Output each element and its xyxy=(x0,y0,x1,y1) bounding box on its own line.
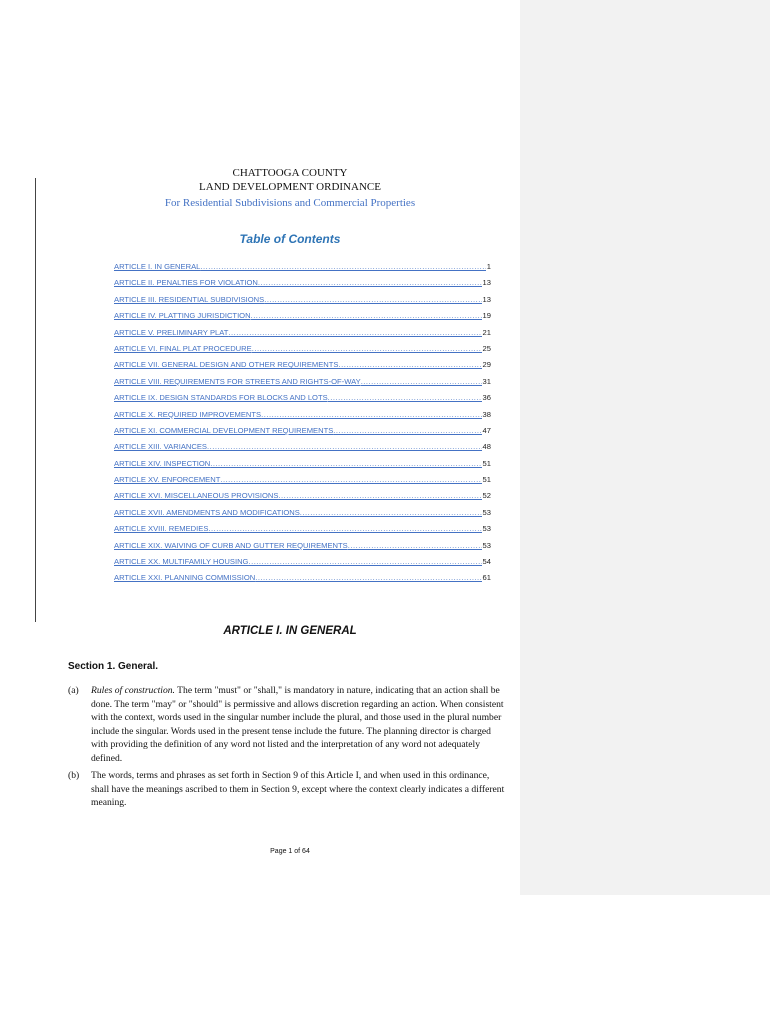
toc-entry[interactable] xyxy=(114,442,491,458)
toc-entry-label[interactable]: ARTICLE II. PENALTIES FOR VIOLATION xyxy=(114,278,258,288)
toc-entry-label[interactable]: ARTICLE XIII. VARIANCES xyxy=(114,442,207,452)
toc-leader-dots xyxy=(348,541,482,550)
toc-leader-dots xyxy=(300,508,482,517)
table-of-contents xyxy=(114,262,491,590)
toc-entry-label[interactable]: ARTICLE XVI. MISCELLANEOUS PROVISIONS xyxy=(114,491,279,501)
toc-entry-label[interactable]: ARTICLE XXI. PLANNING COMMISSION xyxy=(114,573,256,583)
toc-entry-page: 47 xyxy=(482,425,491,435)
toc-entry-page: 53 xyxy=(482,507,491,517)
toc-leader-dots xyxy=(278,491,481,500)
toc-entry-page: 25 xyxy=(482,343,491,353)
toc-entry-label[interactable]: ARTICLE XI. COMMERCIAL DEVELOPMENT REQUIREMENTS xyxy=(114,425,334,435)
toc-leader-dots xyxy=(207,442,482,451)
toc-entry-page: 53 xyxy=(482,540,491,550)
toc-entry-page: 19 xyxy=(482,311,491,321)
toc-entry[interactable] xyxy=(114,278,491,294)
toc-entry-label[interactable]: ARTICLE IX. DESIGN STANDARDS FOR BLOCKS AND LOTS xyxy=(114,393,328,403)
toc-entry-label[interactable]: ARTICLE V. PRELIMINARY PLAT xyxy=(114,327,229,337)
toc-leader-dots xyxy=(210,459,481,468)
toc-entry-label[interactable]: ARTICLE XIX. WAIVING OF CURB AND GUTTER REQUIREMENTS xyxy=(114,540,348,550)
toc-entry-label[interactable]: ARTICLE XX. MULTIFAMILY HOUSING xyxy=(114,557,249,567)
toc-entry-label[interactable]: ARTICLE IV. PLATTING JURISDICTION xyxy=(114,311,251,321)
toc-entry[interactable] xyxy=(114,573,491,589)
toc-entry[interactable] xyxy=(114,410,491,426)
toc-entry-page: 52 xyxy=(482,491,491,501)
toc-leader-dots xyxy=(252,344,482,353)
paragraph-text: The term "must" or "shall," is mandatory in nature, indicating that an action shall be done. The term "may" or "should" is permissive and allows discretion regarding an action. When consistent with the context, words used in the singular number include the plural, and those used in the plural number include the singular. Words used in the present tense include the future. The planning director is charged with providing the definition of any word not listed and the interpretation of any word not adequately defined. xyxy=(91,685,504,764)
toc-entry-label[interactable]: ARTICLE XVIII. REMEDIES xyxy=(114,524,209,534)
toc-leader-dots xyxy=(200,262,485,271)
toc-leader-dots xyxy=(361,377,482,386)
toc-entry[interactable] xyxy=(114,393,491,409)
toc-entry-page: 54 xyxy=(482,557,491,567)
toc-entry-page: 31 xyxy=(482,376,491,386)
toc-entry-label[interactable]: ARTICLE XVII. AMENDMENTS AND MODIFICATIONS xyxy=(114,507,300,517)
toc-entry[interactable] xyxy=(114,360,491,376)
page-number: Page 1 of 64 xyxy=(270,848,310,855)
toc-entry-page: 1 xyxy=(486,262,491,271)
toc-entry-page: 53 xyxy=(482,524,491,534)
toc-entry[interactable] xyxy=(114,344,491,360)
toc-leader-dots xyxy=(208,524,481,533)
toc-entry[interactable] xyxy=(114,311,491,327)
paragraph-marker: (b) xyxy=(68,770,80,781)
toc-entry[interactable] xyxy=(114,328,491,344)
toc-entry-page: 48 xyxy=(482,442,491,452)
toc-entry[interactable] xyxy=(114,557,491,573)
toc-entry-label[interactable]: ARTICLE VIII. REQUIREMENTS FOR STREETS AND RIGHTS-OF-WAY xyxy=(114,376,361,386)
toc-leader-dots xyxy=(251,311,482,320)
toc-title: Table of Contents xyxy=(239,232,341,246)
toc-entry[interactable] xyxy=(114,377,491,393)
county-name: CHATTOOGA COUNTY xyxy=(232,167,348,179)
toc-entry-label[interactable]: ARTICLE XIV. INSPECTION xyxy=(114,458,211,468)
toc-leader-dots xyxy=(261,410,481,419)
toc-entry-page: 51 xyxy=(482,475,491,485)
toc-entry[interactable] xyxy=(114,541,491,557)
ordinance-title: LAND DEVELOPMENT ORDINANCE xyxy=(199,181,381,193)
toc-entry-label[interactable]: ARTICLE VI. FINAL PLAT PROCEDURE xyxy=(114,343,252,353)
toc-entry[interactable] xyxy=(114,508,491,524)
toc-leader-dots xyxy=(228,328,481,337)
section-title: Section 1. General. xyxy=(68,661,159,672)
toc-leader-dots xyxy=(264,295,481,304)
toc-leader-dots xyxy=(328,393,482,402)
toc-entry-label[interactable]: ARTICLE XV. ENFORCEMENT xyxy=(114,475,221,485)
toc-leader-dots xyxy=(248,557,481,566)
toc-entry-page: 13 xyxy=(482,294,491,304)
toc-leader-dots xyxy=(255,573,481,582)
article-title: ARTICLE I. IN GENERAL xyxy=(223,625,357,637)
toc-entry-page: 29 xyxy=(482,360,491,370)
toc-leader-dots xyxy=(220,475,481,484)
paragraph-a xyxy=(68,684,508,766)
paragraph-b xyxy=(68,769,508,810)
toc-entry[interactable] xyxy=(114,295,491,311)
toc-entry-page: 36 xyxy=(482,393,491,403)
toc-entry-page: 13 xyxy=(482,278,491,288)
toc-entry[interactable] xyxy=(114,475,491,491)
toc-leader-dots xyxy=(258,278,482,287)
toc-entry-label[interactable]: ARTICLE III. RESIDENTIAL SUBDIVISIONS xyxy=(114,294,265,304)
toc-entry-label[interactable]: ARTICLE I. IN GENERAL xyxy=(114,262,201,271)
toc-entry-page: 38 xyxy=(482,409,491,419)
toc-entry-page: 61 xyxy=(482,573,491,583)
toc-leader-dots xyxy=(333,426,481,435)
toc-leader-dots xyxy=(338,360,481,369)
ordinance-subtitle: For Residential Subdivisions and Commercial Properties xyxy=(164,197,416,209)
paragraph-marker: (a) xyxy=(68,685,79,696)
paragraph-text: The words, terms and phrases as set forth in Section 9 of this Article I, and when used in this ordinance, shall have the meanings ascribed to them in Section 9, except where the context clearly indicates a different meaning. xyxy=(91,770,505,809)
toc-entry-page: 51 xyxy=(482,458,491,468)
toc-entry-label[interactable]: ARTICLE VII. GENERAL DESIGN AND OTHER REQUIREMENTS xyxy=(114,360,339,370)
toc-entry[interactable] xyxy=(114,459,491,475)
toc-entry[interactable] xyxy=(114,491,491,507)
comment-pane xyxy=(520,0,770,895)
toc-entry-label[interactable]: ARTICLE X. REQUIRED IMPROVEMENTS xyxy=(114,409,262,419)
toc-entry[interactable] xyxy=(114,262,491,278)
toc-entry-page: 21 xyxy=(482,327,491,337)
toc-entry[interactable] xyxy=(114,426,491,442)
paragraph-lead: Rules of construction. xyxy=(91,685,175,696)
toc-entry[interactable] xyxy=(114,524,491,540)
